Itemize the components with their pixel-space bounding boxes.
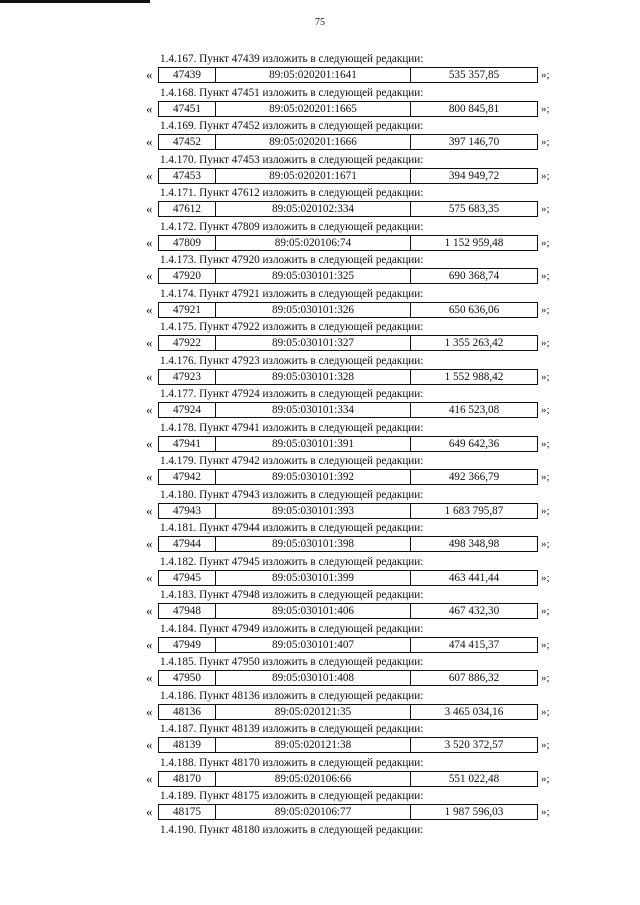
data-table-row bbox=[158, 235, 538, 251]
amendment-entry bbox=[0, 52, 640, 86]
data-table-row bbox=[158, 67, 538, 83]
open-quote: « bbox=[146, 167, 153, 183]
amount-cell: 535 357,85 bbox=[448, 69, 500, 81]
item-id-cell: 48136 bbox=[159, 705, 216, 719]
open-quote: « bbox=[146, 134, 153, 149]
close-quote: »; bbox=[541, 203, 550, 215]
data-table-row bbox=[158, 570, 538, 586]
open-quote: « bbox=[146, 234, 153, 250]
open-quote: « bbox=[146, 502, 153, 518]
close-quote: »; bbox=[541, 605, 550, 617]
amendment-row bbox=[0, 268, 640, 285]
cadastral-number-cell: 89:05:020106:74 bbox=[216, 236, 411, 250]
amendment-heading: 1.4.171. Пункт 47612 изложить в следующей редакции: bbox=[160, 187, 424, 199]
amendment-entry-last bbox=[0, 823, 640, 857]
data-table-row bbox=[158, 402, 538, 418]
close-quote: »; bbox=[541, 571, 550, 584]
cadastral-number-cell: 89:05:030101:407 bbox=[216, 638, 411, 652]
data-table-row bbox=[158, 369, 538, 385]
close-quote: »; bbox=[541, 437, 550, 450]
cadastral-number-cell: 89:05:020106:66 bbox=[216, 772, 411, 786]
cadastral-number-cell: 89:05:030101:392 bbox=[216, 470, 411, 484]
amendment-entry bbox=[0, 588, 640, 622]
data-table-row bbox=[158, 704, 538, 720]
open-quote: « bbox=[146, 804, 153, 819]
cadastral-number-cell: 89:05:030101:399 bbox=[216, 571, 411, 585]
data-table-row bbox=[158, 637, 538, 653]
amount-cell: 492 366,79 bbox=[448, 471, 500, 483]
amendment-heading: 1.4.184. Пункт 47949 изложить в следующей редакции: bbox=[160, 622, 424, 635]
cadastral-number-cell: 89:05:020121:38 bbox=[216, 738, 411, 752]
open-quote: « bbox=[146, 603, 153, 618]
amendment-row bbox=[0, 804, 640, 821]
data-table-row bbox=[158, 268, 538, 284]
close-quote: »; bbox=[541, 169, 550, 182]
cadastral-number-cell: 89:05:020102:334 bbox=[216, 202, 411, 216]
amendment-entry bbox=[0, 421, 640, 455]
amendment-row bbox=[0, 235, 640, 252]
close-quote: »; bbox=[541, 538, 550, 550]
amendment-row bbox=[0, 603, 640, 620]
amount-cell: 416 523,08 bbox=[448, 404, 500, 416]
close-quote: »; bbox=[541, 69, 550, 81]
amendment-entry bbox=[0, 622, 640, 656]
item-id-cell: 47451 bbox=[159, 102, 216, 116]
cadastral-number-cell: 89:05:030101:393 bbox=[216, 504, 411, 518]
cadastral-number-cell: 89:05:020201:1665 bbox=[216, 102, 411, 116]
amendment-entry bbox=[0, 220, 640, 254]
amendment-entry bbox=[0, 354, 640, 388]
cadastral-number-cell: 89:05:020121:35 bbox=[216, 705, 411, 719]
close-quote: »; bbox=[541, 638, 550, 651]
item-id-cell: 47943 bbox=[159, 504, 216, 518]
amendment-entry bbox=[0, 521, 640, 555]
data-table-row bbox=[158, 469, 538, 485]
open-quote: « bbox=[146, 201, 153, 216]
close-quote: »; bbox=[541, 772, 550, 785]
amount-cell: 1 152 959,48 bbox=[444, 236, 504, 249]
amendment-row bbox=[0, 637, 640, 654]
amendment-row bbox=[0, 67, 640, 84]
item-id-cell: 47923 bbox=[159, 370, 216, 384]
close-quote: »; bbox=[541, 739, 550, 751]
cadastral-number-cell: 89:05:020201:1666 bbox=[216, 135, 411, 149]
amount-cell: 474 415,37 bbox=[448, 638, 500, 651]
amendment-row bbox=[0, 168, 640, 185]
amendment-heading: 1.4.173. Пункт 47920 изложить в следующей редакции: bbox=[160, 254, 424, 266]
amendment-row bbox=[0, 503, 640, 520]
amendment-heading: 1.4.179. Пункт 47942 изложить в следующей редакции: bbox=[160, 455, 424, 467]
data-table-row bbox=[158, 101, 538, 117]
amount-cell: 690 368,74 bbox=[448, 270, 500, 282]
amount-cell: 397 146,70 bbox=[448, 136, 500, 148]
amendment-entry bbox=[0, 722, 640, 756]
item-id-cell: 47945 bbox=[159, 571, 216, 585]
amendment-heading: 1.4.182. Пункт 47945 изложить в следующей редакции: bbox=[160, 555, 424, 568]
amount-cell: 1 552 988,42 bbox=[444, 370, 504, 383]
amendment-entry bbox=[0, 153, 640, 187]
amendment-entry bbox=[0, 253, 640, 287]
data-table-row bbox=[158, 670, 538, 686]
amendment-heading: 1.4.172. Пункт 47809 изложить в следующей редакции: bbox=[160, 220, 424, 233]
amendment-row bbox=[0, 570, 640, 587]
data-table-row bbox=[158, 737, 538, 753]
item-id-cell: 47922 bbox=[159, 336, 216, 350]
cadastral-number-cell: 89:05:030101:334 bbox=[216, 403, 411, 417]
amendment-heading: 1.4.189. Пункт 48175 изложить в следующей редакции: bbox=[160, 790, 424, 802]
close-quote: »; bbox=[541, 337, 550, 349]
amount-cell: 467 432,30 bbox=[448, 605, 500, 617]
data-table-row bbox=[158, 603, 538, 619]
amount-cell: 394 949,72 bbox=[448, 169, 500, 182]
amendment-heading: 1.4.180. Пункт 47943 изложить в следующей редакции: bbox=[160, 488, 424, 501]
cadastral-number-cell: 89:05:030101:326 bbox=[216, 303, 411, 317]
amount-cell: 649 642,36 bbox=[448, 437, 500, 450]
cadastral-number-cell: 89:05:030101:406 bbox=[216, 604, 411, 618]
amendment-entry bbox=[0, 186, 640, 220]
amendment-list bbox=[0, 52, 640, 823]
data-table-row bbox=[158, 134, 538, 150]
amendment-row bbox=[0, 704, 640, 721]
item-id-cell: 47948 bbox=[159, 604, 216, 618]
amendment-row bbox=[0, 134, 640, 151]
amendment-entry bbox=[0, 86, 640, 120]
amendment-row bbox=[0, 469, 640, 486]
cadastral-number-cell: 89:05:020201:1641 bbox=[216, 68, 411, 82]
amendment-heading: 1.4.185. Пункт 47950 изложить в следующей редакции: bbox=[160, 656, 424, 668]
top-rule bbox=[0, 0, 150, 3]
amendment-entry bbox=[0, 756, 640, 790]
amount-cell: 1 987 596,03 bbox=[444, 806, 504, 818]
item-id-cell: 47944 bbox=[159, 537, 216, 551]
amount-cell: 575 683,35 bbox=[448, 203, 500, 215]
amendment-heading: 1.4.174. Пункт 47921 изложить в следующей редакции: bbox=[160, 287, 424, 300]
amount-cell: 3 465 034,16 bbox=[444, 705, 504, 718]
open-quote: « bbox=[146, 469, 153, 484]
open-quote: « bbox=[146, 770, 153, 786]
amendment-row bbox=[0, 436, 640, 453]
open-quote: « bbox=[146, 536, 153, 551]
item-id-cell: 47949 bbox=[159, 638, 216, 652]
close-quote: »; bbox=[541, 370, 550, 383]
item-id-cell: 47920 bbox=[159, 269, 216, 283]
amendment-row bbox=[0, 101, 640, 118]
amount-cell: 1 683 795,87 bbox=[444, 504, 504, 517]
data-table-row bbox=[158, 771, 538, 787]
cadastral-number-cell: 89:05:020201:1671 bbox=[216, 169, 411, 183]
amendment-heading: 1.4.169. Пункт 47452 изложить в следующей редакции: bbox=[160, 120, 424, 132]
data-table-row bbox=[158, 436, 538, 452]
close-quote: »; bbox=[541, 136, 550, 148]
amendment-heading: 1.4.183. Пункт 47948 изложить в следующей редакции: bbox=[160, 589, 424, 601]
open-quote: « bbox=[146, 100, 153, 116]
cadastral-number-cell: 89:05:030101:398 bbox=[216, 537, 411, 551]
amount-cell: 3 520 372,57 bbox=[444, 739, 504, 751]
open-quote: « bbox=[146, 402, 153, 417]
item-id-cell: 47950 bbox=[159, 671, 216, 685]
amendment-heading: 1.4.177. Пункт 47924 изложить в следующей редакции: bbox=[160, 388, 424, 400]
close-quote: »; bbox=[541, 705, 550, 718]
item-id-cell: 47924 bbox=[159, 403, 216, 417]
close-quote: »; bbox=[541, 471, 550, 483]
open-quote: « bbox=[146, 67, 153, 82]
amendment-entry bbox=[0, 789, 640, 823]
open-quote: « bbox=[146, 569, 153, 585]
amendment-row bbox=[0, 369, 640, 386]
amendment-heading: 1.4.181. Пункт 47944 изложить в следующей редакции: bbox=[160, 522, 424, 534]
cadastral-number-cell: 89:05:030101:328 bbox=[216, 370, 411, 384]
amendment-row bbox=[0, 536, 640, 553]
item-id-cell: 47439 bbox=[159, 68, 216, 82]
amendment-heading: 1.4.167. Пункт 47439 изложить в следующей редакции: bbox=[160, 53, 424, 65]
close-quote: »; bbox=[541, 270, 550, 282]
item-id-cell: 48139 bbox=[159, 738, 216, 752]
amendment-heading: 1.4.175. Пункт 47922 изложить в следующей редакции: bbox=[160, 321, 424, 333]
amendment-heading: 1.4.186. Пункт 48136 изложить в следующей редакции: bbox=[160, 689, 424, 702]
cadastral-number-cell: 89:05:030101:327 bbox=[216, 336, 411, 350]
amendment-heading: 1.4.168. Пункт 47451 изложить в следующей редакции: bbox=[160, 86, 424, 99]
close-quote: »; bbox=[541, 236, 550, 249]
amount-cell: 800 845,81 bbox=[448, 102, 500, 115]
amendment-entry bbox=[0, 689, 640, 723]
amount-cell: 1 355 263,42 bbox=[444, 337, 504, 349]
data-table-row bbox=[158, 804, 538, 820]
open-quote: « bbox=[146, 335, 153, 350]
open-quote: « bbox=[146, 435, 153, 451]
amendment-heading: 1.4.187. Пункт 48139 изложить в следующей редакции: bbox=[160, 723, 424, 735]
page-number: 75 bbox=[315, 17, 325, 28]
close-quote: »; bbox=[541, 806, 550, 818]
open-quote: « bbox=[146, 737, 153, 752]
cadastral-number-cell: 89:05:030101:325 bbox=[216, 269, 411, 283]
item-id-cell: 47612 bbox=[159, 202, 216, 216]
amendment-heading: 1.4.176. Пункт 47923 изложить в следующей редакции: bbox=[160, 354, 424, 367]
item-id-cell: 47941 bbox=[159, 437, 216, 451]
open-quote: « bbox=[146, 301, 153, 317]
amendment-heading: 1.4.188. Пункт 48170 изложить в следующей редакции: bbox=[160, 756, 424, 769]
amount-cell: 650 636,06 bbox=[448, 303, 500, 316]
amount-cell: 463 441,44 bbox=[448, 571, 500, 584]
data-table-row bbox=[158, 335, 538, 351]
amendment-entry bbox=[0, 488, 640, 522]
amendment-heading: 1.4.170. Пункт 47453 изложить в следующей редакции: bbox=[160, 153, 424, 166]
amendment-entry bbox=[0, 119, 640, 153]
close-quote: »; bbox=[541, 504, 550, 517]
amount-cell: 498 348,98 bbox=[448, 538, 500, 550]
data-table-row bbox=[158, 503, 538, 519]
amendment-entry bbox=[0, 555, 640, 589]
amendment-entry bbox=[0, 655, 640, 689]
item-id-cell: 47809 bbox=[159, 236, 216, 250]
amendment-entry bbox=[0, 387, 640, 421]
data-table-row bbox=[158, 168, 538, 184]
amendment-entry bbox=[0, 320, 640, 354]
cadastral-number-cell: 89:05:030101:391 bbox=[216, 437, 411, 451]
amendment-row bbox=[0, 771, 640, 788]
amendment-row bbox=[0, 302, 640, 319]
amendment-heading: 1.4.190. Пункт 48180 изложить в следующей редакции: bbox=[160, 823, 424, 836]
item-id-cell: 47921 bbox=[159, 303, 216, 317]
amendment-row bbox=[0, 670, 640, 687]
amendment-heading: 1.4.178. Пункт 47941 изложить в следующей редакции: bbox=[160, 421, 424, 434]
item-id-cell: 48175 bbox=[159, 805, 216, 819]
data-table-row bbox=[158, 302, 538, 318]
item-id-cell: 47452 bbox=[159, 135, 216, 149]
item-id-cell: 47453 bbox=[159, 169, 216, 183]
cadastral-number-cell: 89:05:020106:77 bbox=[216, 805, 411, 819]
close-quote: »; bbox=[541, 672, 550, 684]
item-id-cell: 48170 bbox=[159, 772, 216, 786]
amendment-entry bbox=[0, 287, 640, 321]
item-id-cell: 47942 bbox=[159, 470, 216, 484]
open-quote: « bbox=[146, 368, 153, 384]
amendment-row bbox=[0, 335, 640, 352]
open-quote: « bbox=[146, 703, 153, 719]
amount-cell: 607 886,32 bbox=[448, 672, 500, 684]
amendment-row bbox=[0, 201, 640, 218]
amendment-entry bbox=[0, 454, 640, 488]
data-table-row bbox=[158, 201, 538, 217]
open-quote: « bbox=[146, 636, 153, 652]
close-quote: »; bbox=[541, 102, 550, 115]
open-quote: « bbox=[146, 268, 153, 283]
cadastral-number-cell: 89:05:030101:408 bbox=[216, 671, 411, 685]
close-quote: »; bbox=[541, 303, 550, 316]
open-quote: « bbox=[146, 670, 153, 685]
amendment-row bbox=[0, 737, 640, 754]
amendment-row bbox=[0, 402, 640, 419]
amount-cell: 551 022,48 bbox=[448, 772, 500, 785]
close-quote: »; bbox=[541, 404, 550, 416]
data-table-row bbox=[158, 536, 538, 552]
